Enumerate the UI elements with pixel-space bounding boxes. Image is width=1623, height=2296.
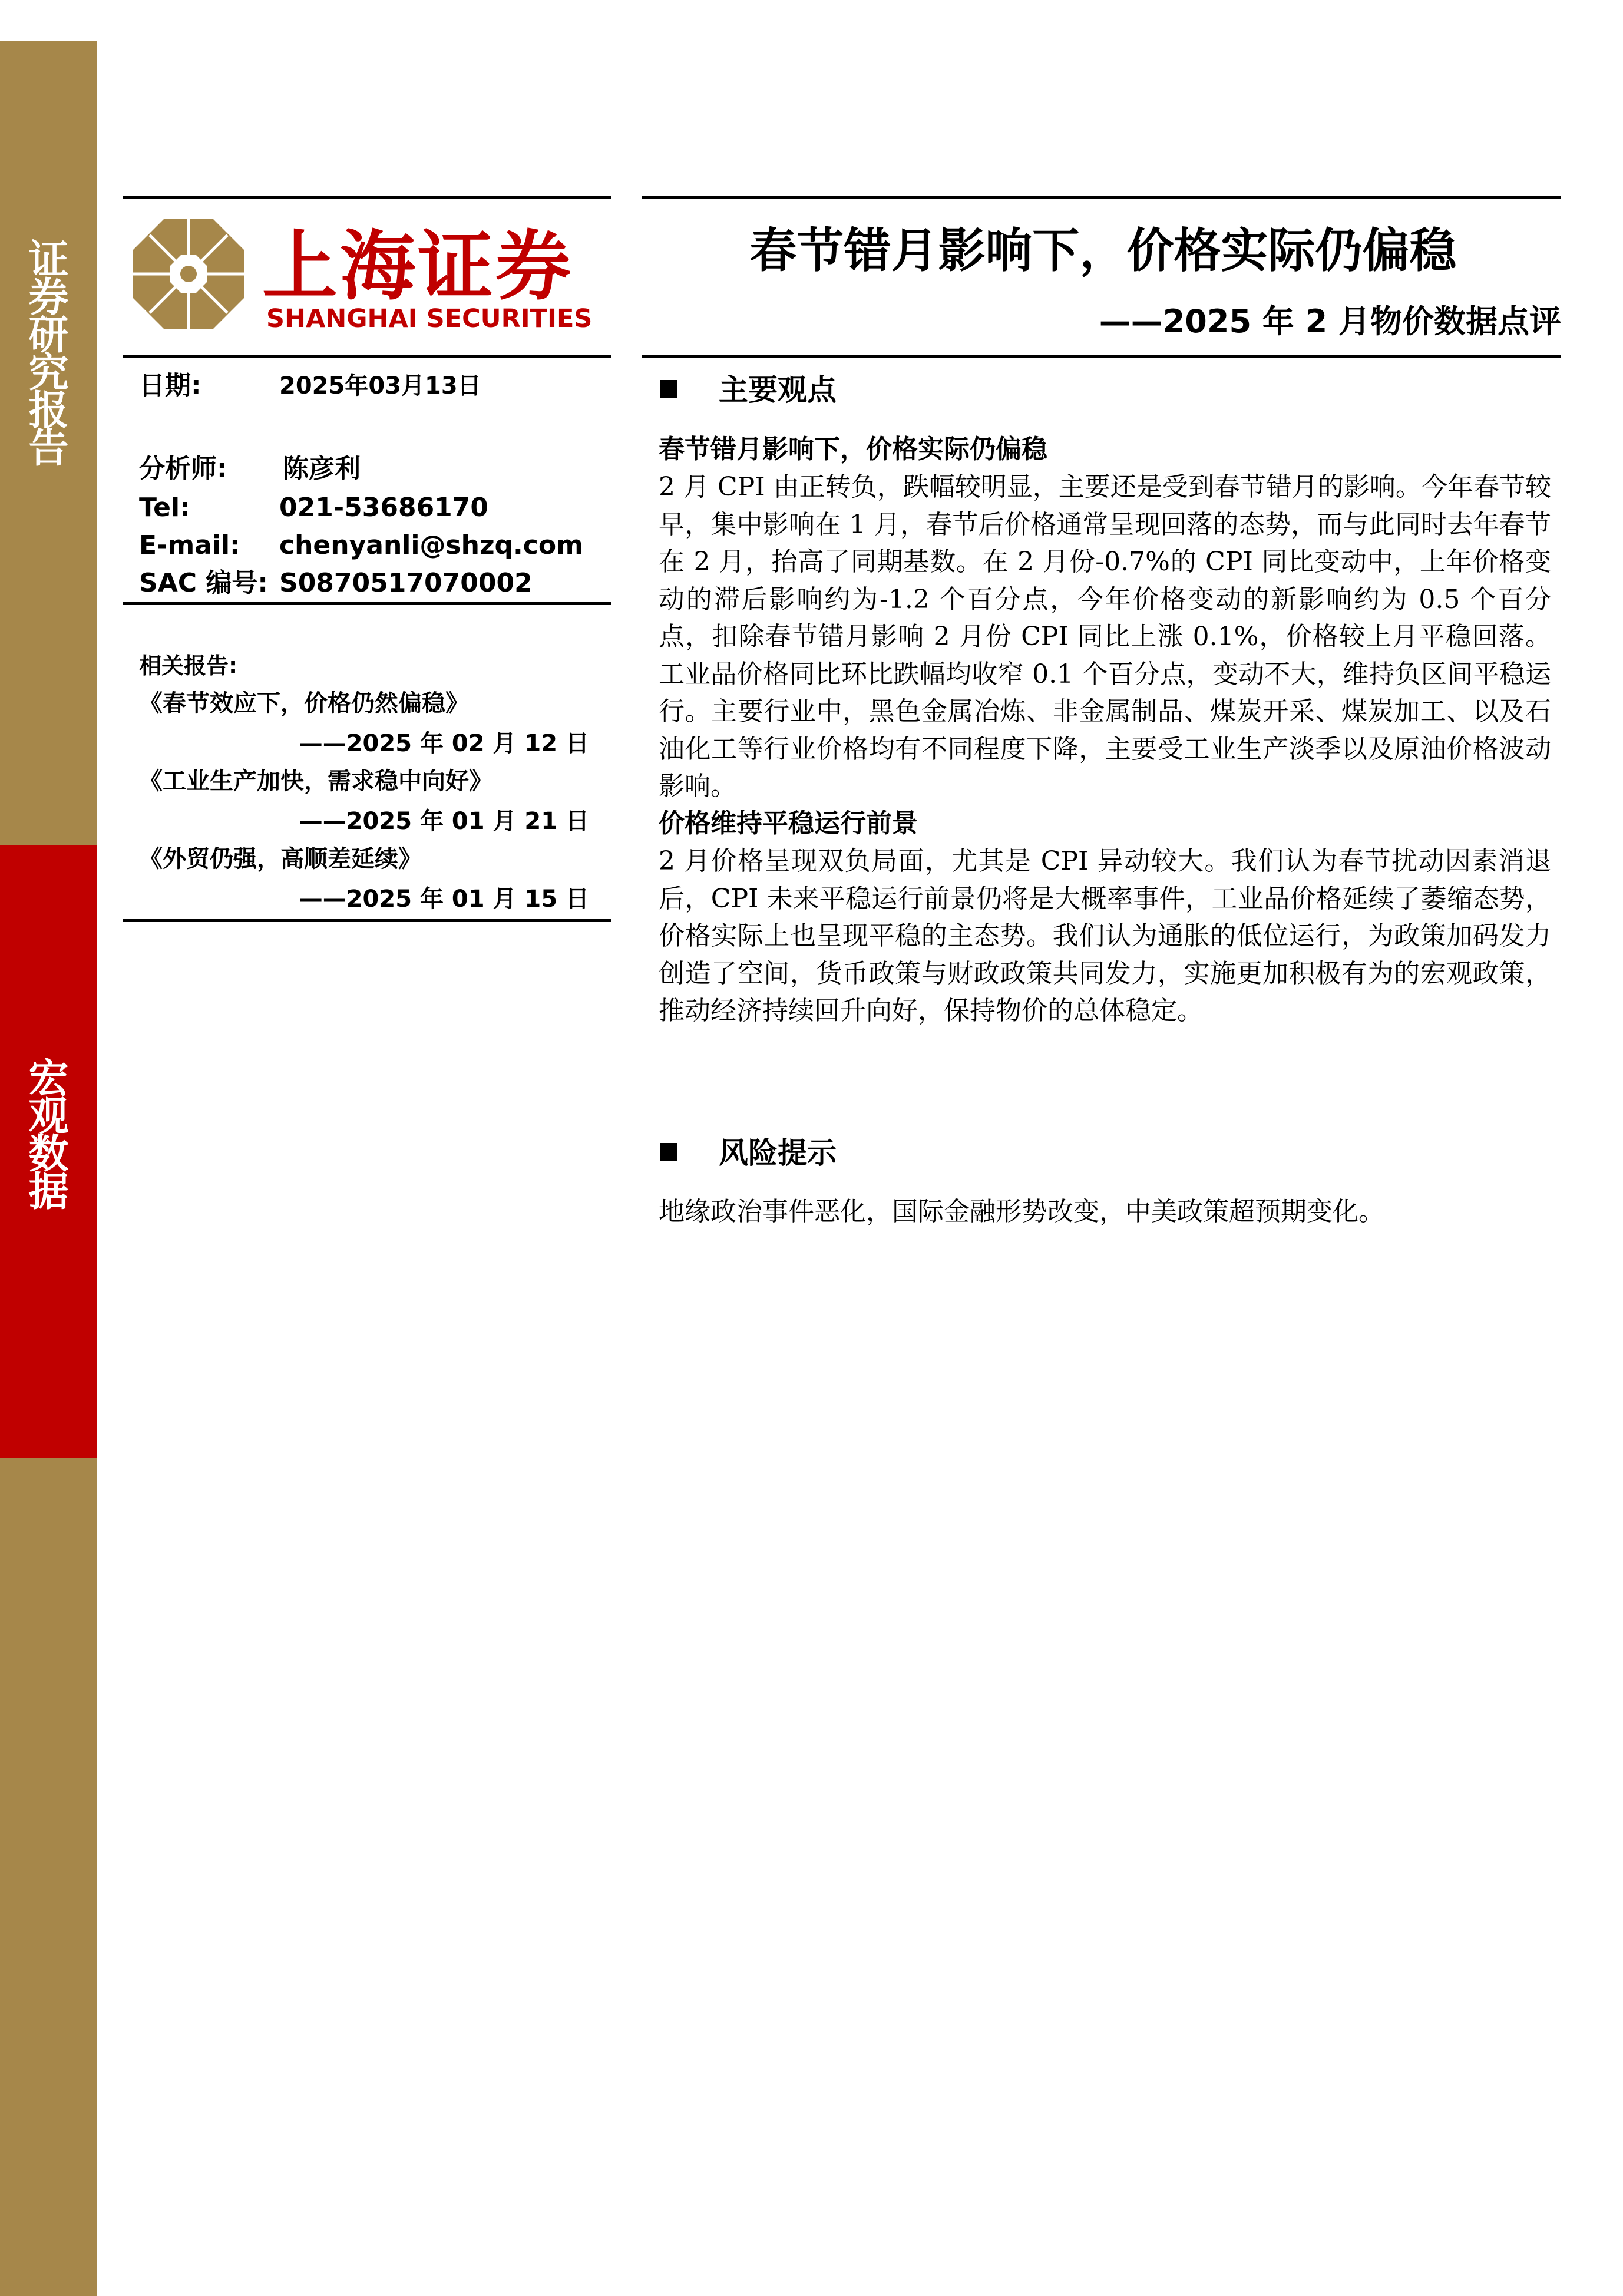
report-subtitle: ——2025 年 2 月物价数据点评 [1099,303,1561,340]
sidebar-band-bottom [0,1458,97,2296]
main-points-para1-text: 2 月 CPI 由正转负，跌幅较明显，主要还是受到春节错月的影响。今年春节较早，集中影响在 1 月，春节后价格通常呈现回落的态势，而与此同时去年春节在 2 月，抬高了同期基数。在 2 月份-0.7%的 CPI 同比变动中，上年价格变动的滞后影响约为-1.2 个百分点，今年价格变动的新影响约为 0.5 个百分点，扣除春节错月影响 2 月份 CPI 同比上涨 0.1%，价格较上月平稳回落。工业品价格同比环比跌幅均收窄 0.1 个百分点，变动不大，维持负区间平稳运行。主要行业中，黑色金属冶炼、非金属制品、煤炭开采、煤炭加工、以及石油化工等行业价格均有不同程度下降，主要受工业生产淡季以及原油价格波动影响。 [659,472,1551,801]
report-title: 春节错月影响下，价格实际仍偏稳 [749,223,1457,278]
info-date-value: 2025年03月13日 [279,372,481,399]
main-points-heading [660,371,837,409]
rule-right-under-title [642,355,1561,358]
related-report-2-date: ——2025 年 01 月 21 日 [299,808,589,835]
risk-heading [660,1134,837,1172]
info-tel-value: 021-53686170 [279,493,489,523]
shanghai-securities-logo-icon [130,215,247,333]
rule-left-under-info [123,602,611,605]
info-sac-label: SAC 编号: [139,568,268,598]
main-points-para2-title: 价格维持平稳运行前景 [659,808,918,838]
logo-name-en: SHANGHAI SECURITIES [266,304,593,333]
risk-heading-text: 风险提示 [719,1136,837,1170]
info-email-label: E-mail: [139,530,240,560]
info-email-value[interactable]: chenyanli@shzq.com [279,530,583,560]
related-report-3-name[interactable]: 《外贸仍强，高顺差延续》 [139,845,422,873]
rule-left-top [123,196,611,199]
bullet-square-icon [660,380,677,398]
bullet-square-icon [660,1143,677,1161]
sidebar-label-report-type: 证 券 研 究 报 告 [28,237,69,472]
logo-name-cn: 上海证券 [262,223,574,310]
info-analyst-value: 陈彦利 [283,454,361,484]
info-analyst-label: 分析师: [139,454,227,484]
sidebar-label-category: 宏 观 数 据 [28,1056,69,1215]
rule-left-under-logo [123,355,611,358]
related-reports-title: 相关报告: [139,653,238,679]
info-tel-label: Tel: [139,493,190,523]
main-points-heading-text: 主要观点 [719,373,837,407]
info-sac-value: S0870517070002 [279,568,533,598]
main-points-para1-title: 春节错月影响下，价格实际仍偏稳 [659,434,1047,464]
related-report-3-date: ——2025 年 01 月 15 日 [299,886,589,913]
rule-left-under-related [123,919,611,922]
info-date-label: 日期: [139,371,201,401]
related-report-1-date: ——2025 年 02 月 12 日 [299,730,589,757]
risk-text: 地缘政治事件恶化，国际金融形势改变，中美政策超预期变化。 [659,1197,1384,1227]
rule-right-top [642,196,1561,199]
related-report-2-name[interactable]: 《工业生产加快，需求稳中向好》 [139,768,492,795]
related-report-1-name[interactable]: 《春节效应下，价格仍然偏稳》 [139,690,469,717]
main-points-para2-text: 2 月价格呈现双负局面，尤其是 CPI 异动较大。我们认为春节扰动因素消退后，CPI 未来平稳运行前景仍将是大概率事件，工业品价格延续了萎缩态势，价格实际上也呈现平稳的主态势。我们认为通胀的低位运行，为政策加码发力创造了空间，货币政策与财政政策共同发力，实施更加积极有为的宏观政策，推动经济持续回升向好，保持物价的总体稳定。 [659,846,1551,1026]
